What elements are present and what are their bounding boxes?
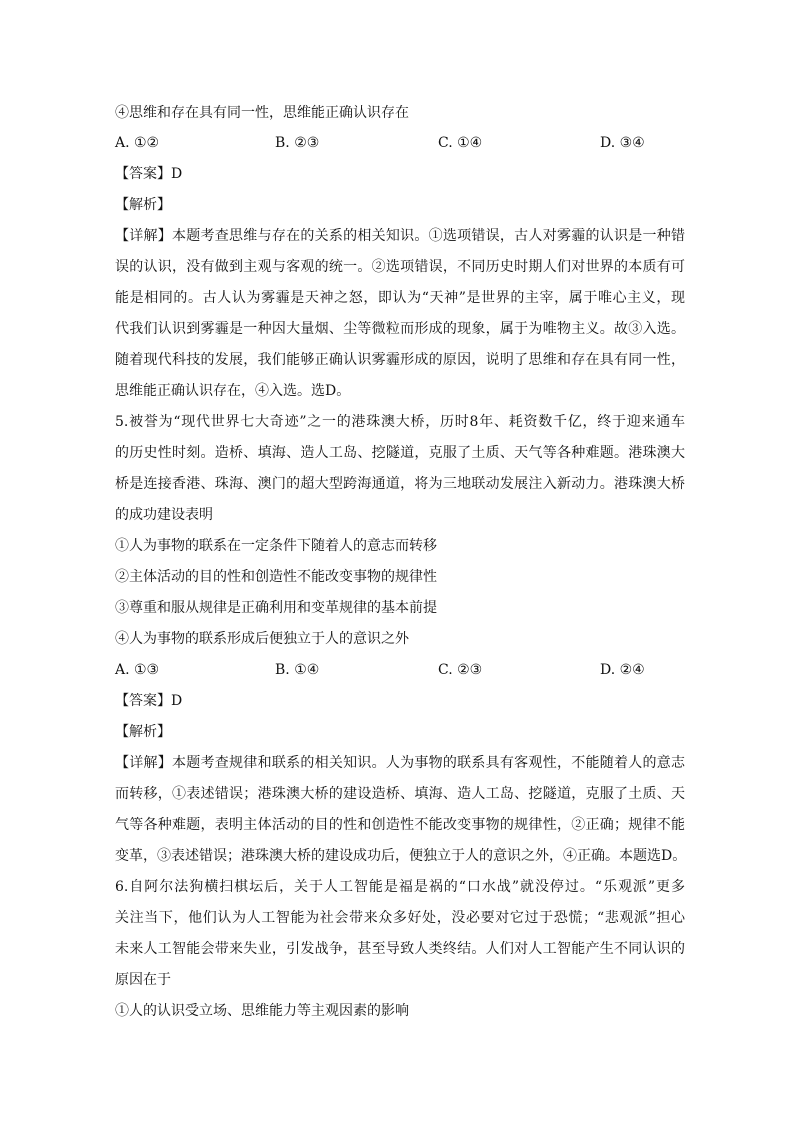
q5-detail-line: 【详解】本题考查规律和联系的相关知识。人为事物的联系具有客观性，不能随着人的意志 bbox=[115, 755, 685, 771]
q4-options bbox=[115, 133, 685, 153]
q5-option-c: C. ②③ bbox=[438, 662, 483, 678]
q6-statement-1: ①人的认识受立场、思维能力等主观因素的影响 bbox=[115, 1003, 409, 1019]
q5-stem-line: 5.被誉为“现代世界七大奇迹”之一的港珠澳大桥，历时8年、耗资数千亿，终于迎来通车 bbox=[115, 414, 685, 430]
q4-detail-line: 思维能正确认识存在，④入选。选D。 bbox=[115, 383, 351, 399]
q5-statement-3: ③尊重和服从规律是正确利用和变革规律的基本前提 bbox=[115, 600, 437, 616]
q5-statement-1: ①人为事物的联系在一定条件下随着人的意志而转移 bbox=[115, 538, 437, 554]
q5-detail-line: 而转移，①表述错误；港珠澳大桥的建设造桥、填海、造人工岛、挖隧道，克服了土质、天 bbox=[115, 786, 685, 802]
q4-detail-line: 能是相同的。古人认为雾霾是天神之怒，即认为“天神”是世界的主宰，属于唯心主义，现 bbox=[115, 290, 685, 306]
q4-detail-line: 误的认识，没有做到主观与客观的统一。②选项错误，不同历史时期人们对世界的本质有可 bbox=[115, 259, 685, 275]
q4-detail-line: 【详解】本题考查思维与存在的关系的相关知识。①选项错误，古人对雾霾的认识是一种错 bbox=[115, 228, 685, 244]
q5-detail-line: 变革，③表述错误；港珠澳大桥的建设成功后，便独立于人的意识之外，④正确。本题选D。 bbox=[115, 848, 687, 864]
q6-stem-line: 原因在于 bbox=[115, 972, 171, 988]
q4-answer: 【答案】D bbox=[115, 166, 183, 182]
q4-option-a: A. ①② bbox=[115, 135, 160, 151]
q5-stem-line: 桥是连接香港、珠海、澳门的超大型跨海通道，将为三地联动发展注入新动力。港珠澳大桥 bbox=[115, 476, 685, 492]
q5-stem-line: 的历史性时刻。造桥、填海、造人工岛、挖隧道，克服了土质、天气等各种难题。港珠澳大 bbox=[115, 445, 685, 461]
q5-answer: 【答案】D bbox=[115, 693, 183, 709]
q4-option-b: B. ②③ bbox=[275, 135, 320, 151]
q4-option-c: C. ①④ bbox=[438, 135, 483, 151]
q5-statement-4: ④人为事物的联系形成后便独立于人的意识之外 bbox=[115, 631, 409, 647]
q6-stem-line: 未来人工智能会带来失业，引发战争，甚至导致人类终结。人们对人工智能产生不同认识的 bbox=[115, 941, 685, 957]
q5-option-d: D. ②④ bbox=[600, 662, 645, 678]
q4-analysis-label: 【解析】 bbox=[115, 197, 171, 213]
q5-option-a: A. ①③ bbox=[115, 662, 160, 678]
q5-statement-2: ②主体活动的目的性和创造性不能改变事物的规律性 bbox=[115, 569, 437, 585]
q6-stem-line: 关注当下，他们认为人工智能为社会带来众多好处，没必要对它过于恐慌；“悲观派”担心 bbox=[115, 910, 685, 926]
q6-stem-line: 6.自阿尔法狗横扫棋坛后，关于人工智能是福是祸的“口水战”就没停过。“乐观派”更多 bbox=[115, 879, 685, 895]
q4-option-d: D. ③④ bbox=[600, 135, 645, 151]
q5-option-b: B. ①④ bbox=[275, 662, 320, 678]
q5-analysis-label: 【解析】 bbox=[115, 724, 171, 740]
q4-statement-4: ④思维和存在具有同一性，思维能正确认识存在 bbox=[115, 105, 409, 121]
q5-stem-line: 的成功建设表明 bbox=[115, 507, 213, 523]
q5-detail-line: 气等各种难题，表明主体活动的目的性和创造性不能改变事物的规律性，②正确；规律不能 bbox=[115, 817, 685, 833]
q4-detail-line: 随着现代科技的发展，我们能够正确认识雾霾形成的原因，说明了思维和存在具有同一性， bbox=[115, 352, 685, 368]
q5-options bbox=[115, 660, 685, 680]
q4-detail-line: 代我们认识到雾霾是一种因大量烟、尘等微粒而形成的现象，属于为唯物主义。故③入选。 bbox=[115, 321, 685, 337]
